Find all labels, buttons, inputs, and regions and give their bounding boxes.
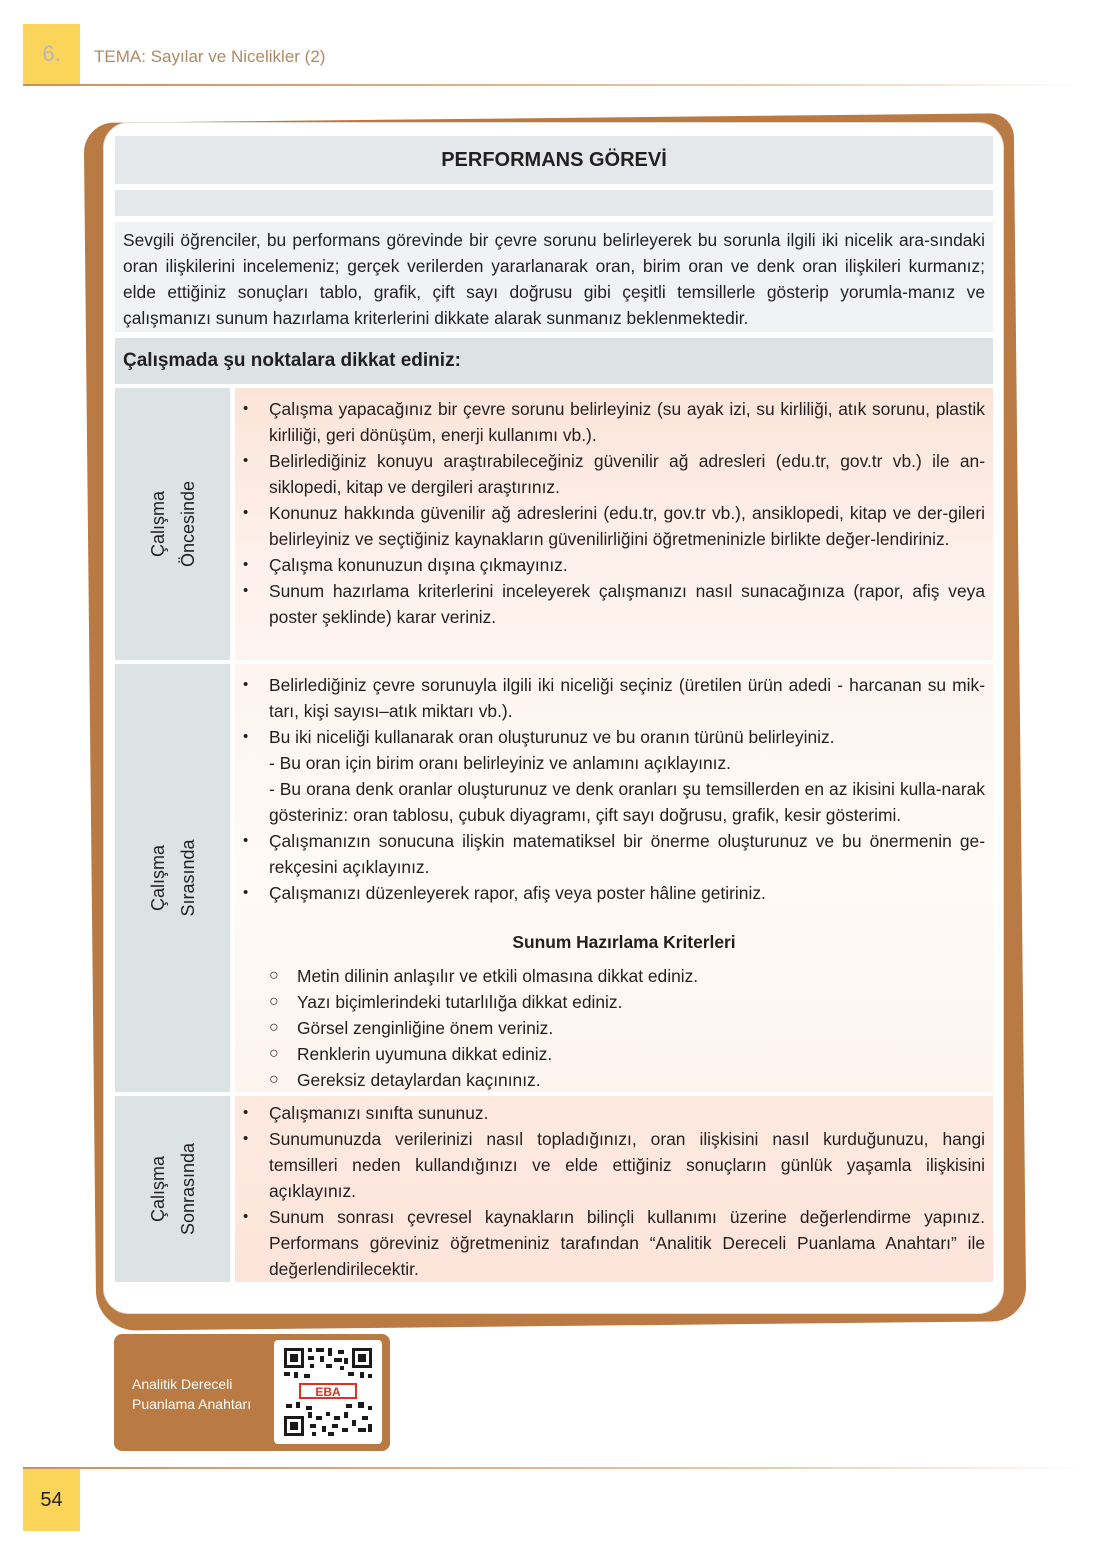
list-subitem: - Bu orana denk oranlar oluşturunuz ve denk oranları şu temsillerden en az ikisini kulla-narak gösteriniz: oran tablosu, çubuk diyagramı, çift sayı doğrusu, grafik, kesir gösterimi.	[269, 779, 985, 825]
chapter-number: 6.	[23, 24, 80, 84]
list-item: • Konunuz hakkında güvenilir ağ adreslerini (edu.tr, gov.tr vb.), ansiklopedi, kitap ve der-gileri belirleyiniz ve seçtiğiniz kaynakların güvenilirliğini öğretmeninizle birlikte değer-lendiriniz.	[241, 500, 985, 552]
footer-divider	[23, 1467, 1083, 1469]
criteria-list	[235, 963, 993, 1093]
list-item: • Çalışmanızın sonucuna ilişkin matematiksel bir önerme oluşturunuz ve bu önermenin ge-rekçesini açıklayınız.	[241, 828, 985, 880]
task-title: PERFORMANS GÖREVİ	[115, 136, 993, 184]
section-label-during	[115, 664, 230, 1092]
list-item: • Belirlediğiniz konuyu araştırabileceğiniz güvenilir ağ adresleri (edu.tr, gov.tr vb.) ile an-siklopedi, kitap ve dergileri araştırınız.	[241, 448, 985, 500]
section-label-before	[115, 388, 230, 660]
title-subbar	[115, 190, 993, 216]
during-list	[235, 664, 993, 906]
attention-heading: Çalışmada şu noktalara dikkat ediniz:	[115, 338, 993, 384]
after-list	[235, 1096, 993, 1282]
list-item: • Sunum sonrası çevresel kaynakların bilinçli kullanımı üzerine değerlendirme yapınız. Performans göreviniz öğretmeniniz tarafından “Analitik Dereceli Puanlama Anahtarı” ile değerlendirilecektir.	[241, 1204, 985, 1282]
eba-logo: EBA	[315, 1385, 341, 1399]
list-item: • Çalışma yapacağınız bir çevre sorunu belirleyiniz (su ayak izi, su kirliliği, atık sorunu, plastik kirliliği, geri dönüşüm, enerji kullanımı vb.).	[241, 396, 985, 448]
criteria-item: ○ Görsel zenginliğine önem veriniz.	[269, 1015, 993, 1041]
qr-caption: Analitik Dereceli Puanlama Anahtarı	[132, 1376, 252, 1412]
section-label-before-text: Çalışma Öncesinde	[147, 480, 198, 568]
list-item: • Belirlediğiniz çevre sorunuyla ilgili iki niceliği seçiniz (üretilen ürün adedi - harcanan su mik-tarı, kişi sayısı–atık miktarı vb.).	[241, 672, 985, 724]
criteria-item: ○ Gereksiz detaylardan kaçınınız.	[269, 1067, 993, 1093]
section-label-after	[115, 1096, 230, 1282]
list-subitem: - Bu oran için birim oranı belirleyiniz ve anlamını açıklayınız.	[269, 753, 732, 773]
list-item: • Bu iki niceliği kullanarak oran oluşturunuz ve bu oranın türünü belirleyiniz.	[241, 724, 985, 750]
section-panel-after	[235, 1096, 993, 1282]
header-divider	[23, 84, 1083, 86]
criteria-title: Sunum Hazırlama Kriterleri	[512, 932, 736, 952]
criteria-item: ○ Yazı biçimlerindeki tutarlılığa dikkat ediniz.	[269, 989, 993, 1015]
list-item: • Çalışma konunuzun dışına çıkmayınız.	[241, 552, 985, 578]
criteria-item: ○ Metin dilinin anlaşılır ve etkili olmasına dikkat ediniz.	[269, 963, 993, 989]
section-label-after-text: Çalışma Sonrasında	[147, 1142, 198, 1236]
section-panel-during	[235, 664, 993, 1092]
section-label-during-text: Çalışma Sırasında	[147, 839, 198, 917]
before-list	[235, 388, 993, 630]
section-panel-before	[235, 388, 993, 660]
theme-title: TEMA: Sayılar ve Nicelikler (2)	[94, 47, 326, 66]
list-item: • Sunum hazırlama kriterlerini inceleyerek çalışmanızı nasıl sunacağınıza (rapor, afiş veya poster şeklinde) karar veriniz.	[241, 578, 985, 630]
qr-code-icon[interactable]	[282, 1346, 374, 1438]
list-item: • Çalışmanızı düzenleyerek rapor, afiş veya poster hâline getiriniz.	[241, 880, 985, 906]
list-item: • Çalışmanızı sınıfta sununuz.	[241, 1100, 985, 1126]
criteria-item: ○ Renklerin uyumuna dikkat ediniz.	[269, 1041, 993, 1067]
list-item: • Sunumunuzda verilerinizi nasıl topladığınızı, oran ilişkisini nasıl kurduğunuzu, hangi temsilleri neden kullandığınızı ve elde ettiğiniz sonuçların günlük yaşamla ilişkisini açıklayınız.	[241, 1126, 985, 1204]
page-number: 54	[23, 1469, 80, 1531]
task-intro: Sevgili öğrenciler, bu performans görevinde bir çevre sorunu belirleyerek bu sorunla ilgili iki nicelik ara-sındaki oran ilişkilerini incelemeniz; gerçek verilerden yararlanarak oran, birim oran ve denk oran ilişkileri kurmanız; elde ettiğiniz sonuçları tablo, grafik, çift sayı doğrusu gibi çeşitli temsillerle gösterip yorumla-manız ve çalışmanızı sunum hazırlama kriterlerini dikkate alarak sunmanız beklenmektedir.	[115, 222, 993, 332]
